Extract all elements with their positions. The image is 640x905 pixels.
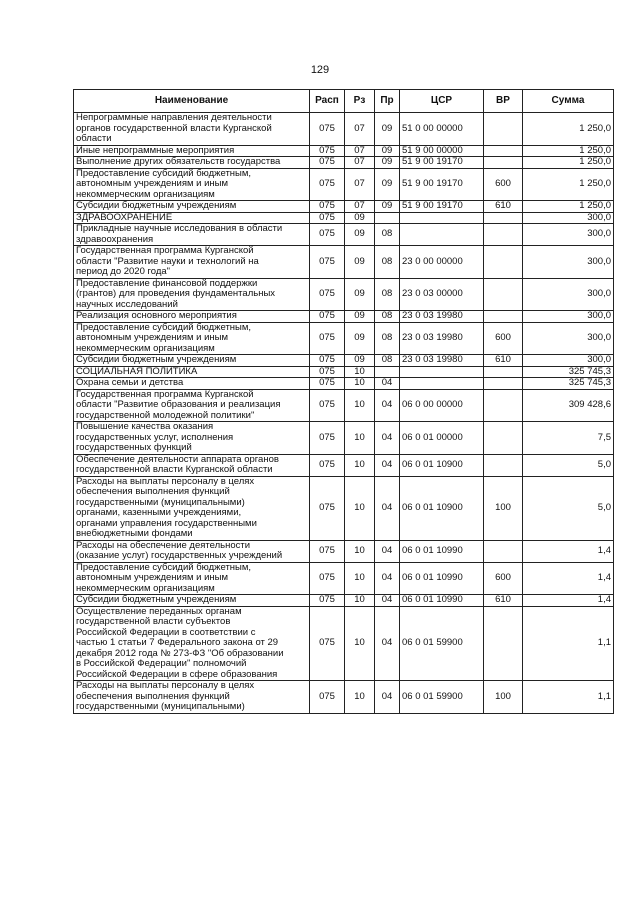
cell-vr: [484, 145, 523, 157]
cell-pr: 09: [375, 113, 400, 146]
cell-name: [74, 681, 310, 714]
header-name: Наименование: [74, 90, 310, 113]
name-line: автономным учреждениям и иным: [76, 332, 229, 343]
name-line: Предоставление субсидий бюджетным,: [76, 561, 252, 573]
cell-pr: 04: [375, 595, 400, 607]
name-line: Охрана семьи и детства: [76, 377, 184, 388]
name-line: Выполнение других обязательств государства: [76, 156, 281, 167]
header-vr: ВР: [484, 90, 523, 113]
name-line: Субсидии бюджетным учреждениям: [76, 200, 237, 211]
name-line: Прикладные научные исследования в области: [76, 223, 283, 234]
table-body: [74, 113, 614, 714]
table-row: [74, 157, 614, 169]
cell-name: [74, 422, 310, 455]
cell-sum: 1,1: [523, 681, 614, 714]
cell-sum: 325 745,3: [523, 366, 614, 378]
cell-csr: 51 0 00 00000: [400, 113, 484, 146]
cell-rasp: 075: [310, 366, 345, 378]
name-line: государственными (муниципальными): [76, 701, 245, 712]
cell-sum: 309 428,6: [523, 389, 614, 422]
header-rasp: Расп: [310, 90, 345, 113]
name-line: государственных функций: [76, 442, 192, 453]
cell-pr: 08: [375, 278, 400, 311]
cell-name: [74, 595, 310, 607]
table-row: [74, 540, 614, 562]
cell-rasp: 075: [310, 681, 345, 714]
name-line: автономным учреждениям и иным: [76, 572, 229, 583]
name-line: ЗДРАВООХРАНЕНИЕ: [76, 211, 173, 223]
cell-pr: 04: [375, 389, 400, 422]
cell-rz: 07: [345, 145, 375, 157]
table-row: [74, 562, 614, 595]
name-line: Непрограммные направления деятельности: [76, 112, 272, 123]
cell-sum: 300,0: [523, 355, 614, 367]
cell-rasp: 075: [310, 540, 345, 562]
cell-csr: 23 0 03 19980: [400, 355, 484, 367]
cell-name: [74, 113, 310, 146]
name-line: Российской Федерации в соответствии с: [76, 626, 256, 638]
table-row: [74, 168, 614, 201]
cell-vr: [484, 366, 523, 378]
cell-vr: [484, 113, 523, 146]
name-line: государственными (муниципальными): [76, 496, 245, 508]
cell-sum: 1,4: [523, 595, 614, 607]
name-line: обеспечения выполнения функций: [76, 486, 230, 497]
name-line: (грантов) для проведения фундаментальных: [76, 288, 276, 299]
name-line: некоммерческим организациям: [76, 342, 215, 354]
cell-rasp: 075: [310, 246, 345, 279]
cell-pr: 08: [375, 311, 400, 323]
cell-pr: 04: [375, 562, 400, 595]
name-line: области "Развитие науки и технологий на: [76, 255, 259, 267]
cell-pr: 09: [375, 168, 400, 201]
cell-pr: [375, 212, 400, 224]
cell-sum: 5,0: [523, 454, 614, 476]
header-csr: ЦСР: [400, 90, 484, 113]
cell-rz: 10: [345, 476, 375, 540]
cell-rz: 09: [345, 246, 375, 279]
name-line: Расходы на выплаты персоналу в целях: [76, 475, 255, 487]
table-row: [74, 476, 614, 540]
cell-rasp: 075: [310, 168, 345, 201]
cell-name: [74, 224, 310, 246]
cell-sum: 1,4: [523, 540, 614, 562]
cell-pr: 08: [375, 224, 400, 246]
table-row: [74, 366, 614, 378]
table-row: [74, 606, 614, 681]
cell-rasp: 075: [310, 476, 345, 540]
cell-pr: 08: [375, 322, 400, 355]
cell-vr: 610: [484, 595, 523, 607]
cell-csr: 06 0 01 10900: [400, 454, 484, 476]
cell-csr: 51 9 00 00000: [400, 145, 484, 157]
cell-sum: 300,0: [523, 224, 614, 246]
cell-vr: 100: [484, 681, 523, 714]
name-line: органов государственной власти Курганской: [76, 122, 272, 134]
cell-csr: 51 9 00 19170: [400, 201, 484, 213]
cell-rz: 10: [345, 422, 375, 455]
name-line: Субсидии бюджетным учреждениям: [76, 594, 237, 605]
cell-csr: [400, 212, 484, 224]
cell-vr: [484, 278, 523, 311]
cell-rz: 10: [345, 595, 375, 607]
cell-vr: 100: [484, 476, 523, 540]
name-line: Повышение качества оказания: [76, 421, 214, 432]
cell-name: [74, 168, 310, 201]
cell-rasp: 075: [310, 224, 345, 246]
cell-vr: 600: [484, 322, 523, 355]
cell-name: [74, 355, 310, 367]
cell-csr: 06 0 01 10990: [400, 562, 484, 595]
cell-csr: 51 9 00 19170: [400, 168, 484, 201]
table-row: [74, 212, 614, 224]
cell-name: [74, 145, 310, 157]
name-line: Обеспечение деятельности аппарата органов: [76, 453, 279, 465]
cell-rz: 09: [345, 278, 375, 311]
cell-sum: 7,5: [523, 422, 614, 455]
cell-rasp: 075: [310, 355, 345, 367]
cell-pr: 08: [375, 246, 400, 279]
cell-name: [74, 322, 310, 355]
cell-rz: 10: [345, 681, 375, 714]
table-row: [74, 681, 614, 714]
cell-rasp: 075: [310, 378, 345, 390]
cell-csr: [400, 378, 484, 390]
table-row: [74, 422, 614, 455]
cell-pr: 09: [375, 145, 400, 157]
cell-pr: 04: [375, 454, 400, 476]
cell-pr: [375, 366, 400, 378]
name-line: Предоставление финансовой поддержки: [76, 277, 258, 289]
cell-vr: [484, 389, 523, 422]
cell-rasp: 075: [310, 595, 345, 607]
cell-csr: 06 0 01 59900: [400, 681, 484, 714]
cell-name: [74, 540, 310, 562]
name-line: (оказание услуг) государственных учреждений: [76, 550, 283, 561]
name-line: внебюджетными фондами: [76, 528, 193, 539]
table-row: [74, 378, 614, 390]
cell-csr: [400, 366, 484, 378]
cell-vr: [484, 606, 523, 681]
cell-pr: 04: [375, 422, 400, 455]
cell-name: [74, 278, 310, 311]
cell-name: [74, 378, 310, 390]
name-line: некоммерческим организациям: [76, 188, 215, 200]
cell-rasp: 075: [310, 454, 345, 476]
cell-pr: 04: [375, 681, 400, 714]
cell-rz: 10: [345, 366, 375, 378]
name-line: Расходы на обеспечение деятельности: [76, 539, 251, 551]
name-line: Расходы на выплаты персоналу в целях: [76, 680, 255, 691]
cell-rasp: 075: [310, 157, 345, 169]
cell-sum: 1 250,0: [523, 145, 614, 157]
cell-vr: [484, 378, 523, 390]
name-line: государственной молодежной политики": [76, 409, 255, 421]
cell-rz: 10: [345, 562, 375, 595]
cell-vr: [484, 157, 523, 169]
name-line: области "Развитие образования и реализация: [76, 399, 281, 410]
header-pr: Пр: [375, 90, 400, 113]
cell-rasp: 075: [310, 422, 345, 455]
name-line: автономным учреждениям и иным: [76, 178, 229, 189]
cell-rz: 07: [345, 113, 375, 146]
cell-rz: 09: [345, 212, 375, 224]
cell-rasp: 075: [310, 145, 345, 157]
name-line: Субсидии бюджетным учреждениям: [76, 354, 237, 365]
cell-pr: 04: [375, 378, 400, 390]
cell-pr: 04: [375, 540, 400, 562]
cell-csr: 51 9 00 19170: [400, 157, 484, 169]
cell-rz: 10: [345, 606, 375, 681]
name-line: декабря 2012 года № 273-ФЗ "Об образовании: [76, 647, 284, 659]
cell-sum: 325 745,3: [523, 378, 614, 390]
name-line: Реализация основного мероприятия: [76, 310, 237, 321]
cell-name: [74, 389, 310, 422]
cell-pr: 08: [375, 355, 400, 367]
cell-name: [74, 562, 310, 595]
cell-name: [74, 606, 310, 681]
cell-vr: [484, 246, 523, 279]
cell-name: [74, 366, 310, 378]
cell-vr: [484, 422, 523, 455]
cell-rz: 07: [345, 157, 375, 169]
cell-sum: 1 250,0: [523, 157, 614, 169]
cell-rasp: 075: [310, 212, 345, 224]
table-row: [74, 278, 614, 311]
cell-rz: 07: [345, 168, 375, 201]
name-line: частью 1 статьи 7 Федерального закона от 29: [76, 637, 279, 648]
cell-pr: 04: [375, 606, 400, 681]
name-line: в Российской Федерации" полномочий: [76, 658, 247, 669]
header-sum: Сумма: [523, 90, 614, 113]
cell-vr: [484, 454, 523, 476]
cell-pr: 09: [375, 157, 400, 169]
cell-vr: [484, 311, 523, 323]
cell-name: [74, 311, 310, 323]
name-line: научных исследований: [76, 298, 178, 310]
cell-rasp: 075: [310, 606, 345, 681]
table-header-row: [74, 90, 614, 113]
cell-csr: 06 0 01 00000: [400, 422, 484, 455]
cell-rz: 09: [345, 311, 375, 323]
cell-pr: 09: [375, 201, 400, 213]
name-line: период до 2020 года": [76, 266, 171, 277]
table-row: [74, 113, 614, 146]
table-row: [74, 201, 614, 213]
name-line: Осуществление переданных органам: [76, 605, 242, 617]
cell-sum: 5,0: [523, 476, 614, 540]
cell-rasp: 075: [310, 201, 345, 213]
name-line: области: [76, 133, 112, 144]
cell-csr: 06 0 01 10990: [400, 540, 484, 562]
cell-rz: 10: [345, 389, 375, 422]
name-line: обеспечения выполнения функций: [76, 690, 230, 702]
cell-sum: 300,0: [523, 322, 614, 355]
cell-name: [74, 157, 310, 169]
table-row: [74, 224, 614, 246]
table-row: [74, 246, 614, 279]
name-line: государственной власти Курганской области: [76, 464, 273, 475]
name-line: органами, казенными учреждениями,: [76, 507, 242, 518]
table-row: [74, 355, 614, 367]
page-number: 129: [310, 64, 330, 76]
cell-name: [74, 454, 310, 476]
cell-vr: 610: [484, 355, 523, 367]
cell-rasp: 075: [310, 562, 345, 595]
table-row: [74, 595, 614, 607]
cell-rasp: 075: [310, 311, 345, 323]
name-line: Иные непрограммные мероприятия: [76, 144, 235, 156]
cell-rasp: 075: [310, 278, 345, 311]
cell-sum: 1,4: [523, 562, 614, 595]
name-line: СОЦИАЛЬНАЯ ПОЛИТИКА: [76, 365, 198, 377]
name-line: Государственная программа Курганской: [76, 245, 254, 256]
cell-csr: 06 0 01 10990: [400, 595, 484, 607]
cell-rz: 07: [345, 201, 375, 213]
cell-csr: 23 0 03 19980: [400, 311, 484, 323]
cell-csr: 06 0 01 59900: [400, 606, 484, 681]
cell-sum: 1 250,0: [523, 168, 614, 201]
table-row: [74, 389, 614, 422]
cell-name: [74, 212, 310, 224]
table-row: [74, 145, 614, 157]
cell-sum: 300,0: [523, 311, 614, 323]
cell-rz: 09: [345, 355, 375, 367]
cell-sum: 300,0: [523, 246, 614, 279]
name-line: некоммерческим организациям: [76, 582, 215, 594]
name-line: Предоставление субсидий бюджетным,: [76, 167, 252, 179]
cell-name: [74, 246, 310, 279]
cell-name: [74, 201, 310, 213]
cell-name: [74, 476, 310, 540]
cell-rasp: 075: [310, 113, 345, 146]
cell-csr: [400, 224, 484, 246]
cell-sum: 1 250,0: [523, 113, 614, 146]
cell-csr: 23 0 00 00000: [400, 246, 484, 279]
name-line: органами управления государственными: [76, 517, 257, 529]
table-row: [74, 322, 614, 355]
name-line: здравоохранения: [76, 233, 154, 245]
name-line: Предоставление субсидий бюджетным,: [76, 321, 252, 333]
cell-vr: 610: [484, 201, 523, 213]
table-row: [74, 454, 614, 476]
cell-csr: 06 0 00 00000: [400, 389, 484, 422]
cell-csr: 06 0 01 10900: [400, 476, 484, 540]
cell-rz: 10: [345, 378, 375, 390]
cell-rz: 09: [345, 224, 375, 246]
cell-sum: 300,0: [523, 278, 614, 311]
cell-vr: 600: [484, 168, 523, 201]
cell-rasp: 075: [310, 389, 345, 422]
cell-vr: 600: [484, 562, 523, 595]
header-rz: Рз: [345, 90, 375, 113]
cell-sum: 1,1: [523, 606, 614, 681]
name-line: Государственная программа Курганской: [76, 388, 254, 400]
cell-vr: [484, 540, 523, 562]
name-line: государственных услуг, исполнения: [76, 431, 234, 443]
cell-vr: [484, 224, 523, 246]
name-line: Российской Федерации в сфере образования: [76, 668, 278, 680]
budget-table: [73, 89, 614, 714]
cell-sum: 300,0: [523, 212, 614, 224]
cell-rasp: 075: [310, 322, 345, 355]
cell-sum: 1 250,0: [523, 201, 614, 213]
cell-rz: 10: [345, 454, 375, 476]
cell-rz: 09: [345, 322, 375, 355]
table-row: [74, 311, 614, 323]
cell-vr: [484, 212, 523, 224]
cell-csr: 23 0 03 00000: [400, 278, 484, 311]
cell-pr: 04: [375, 476, 400, 540]
cell-rz: 10: [345, 540, 375, 562]
cell-csr: 23 0 03 19980: [400, 322, 484, 355]
name-line: государственной власти субъектов: [76, 616, 231, 627]
